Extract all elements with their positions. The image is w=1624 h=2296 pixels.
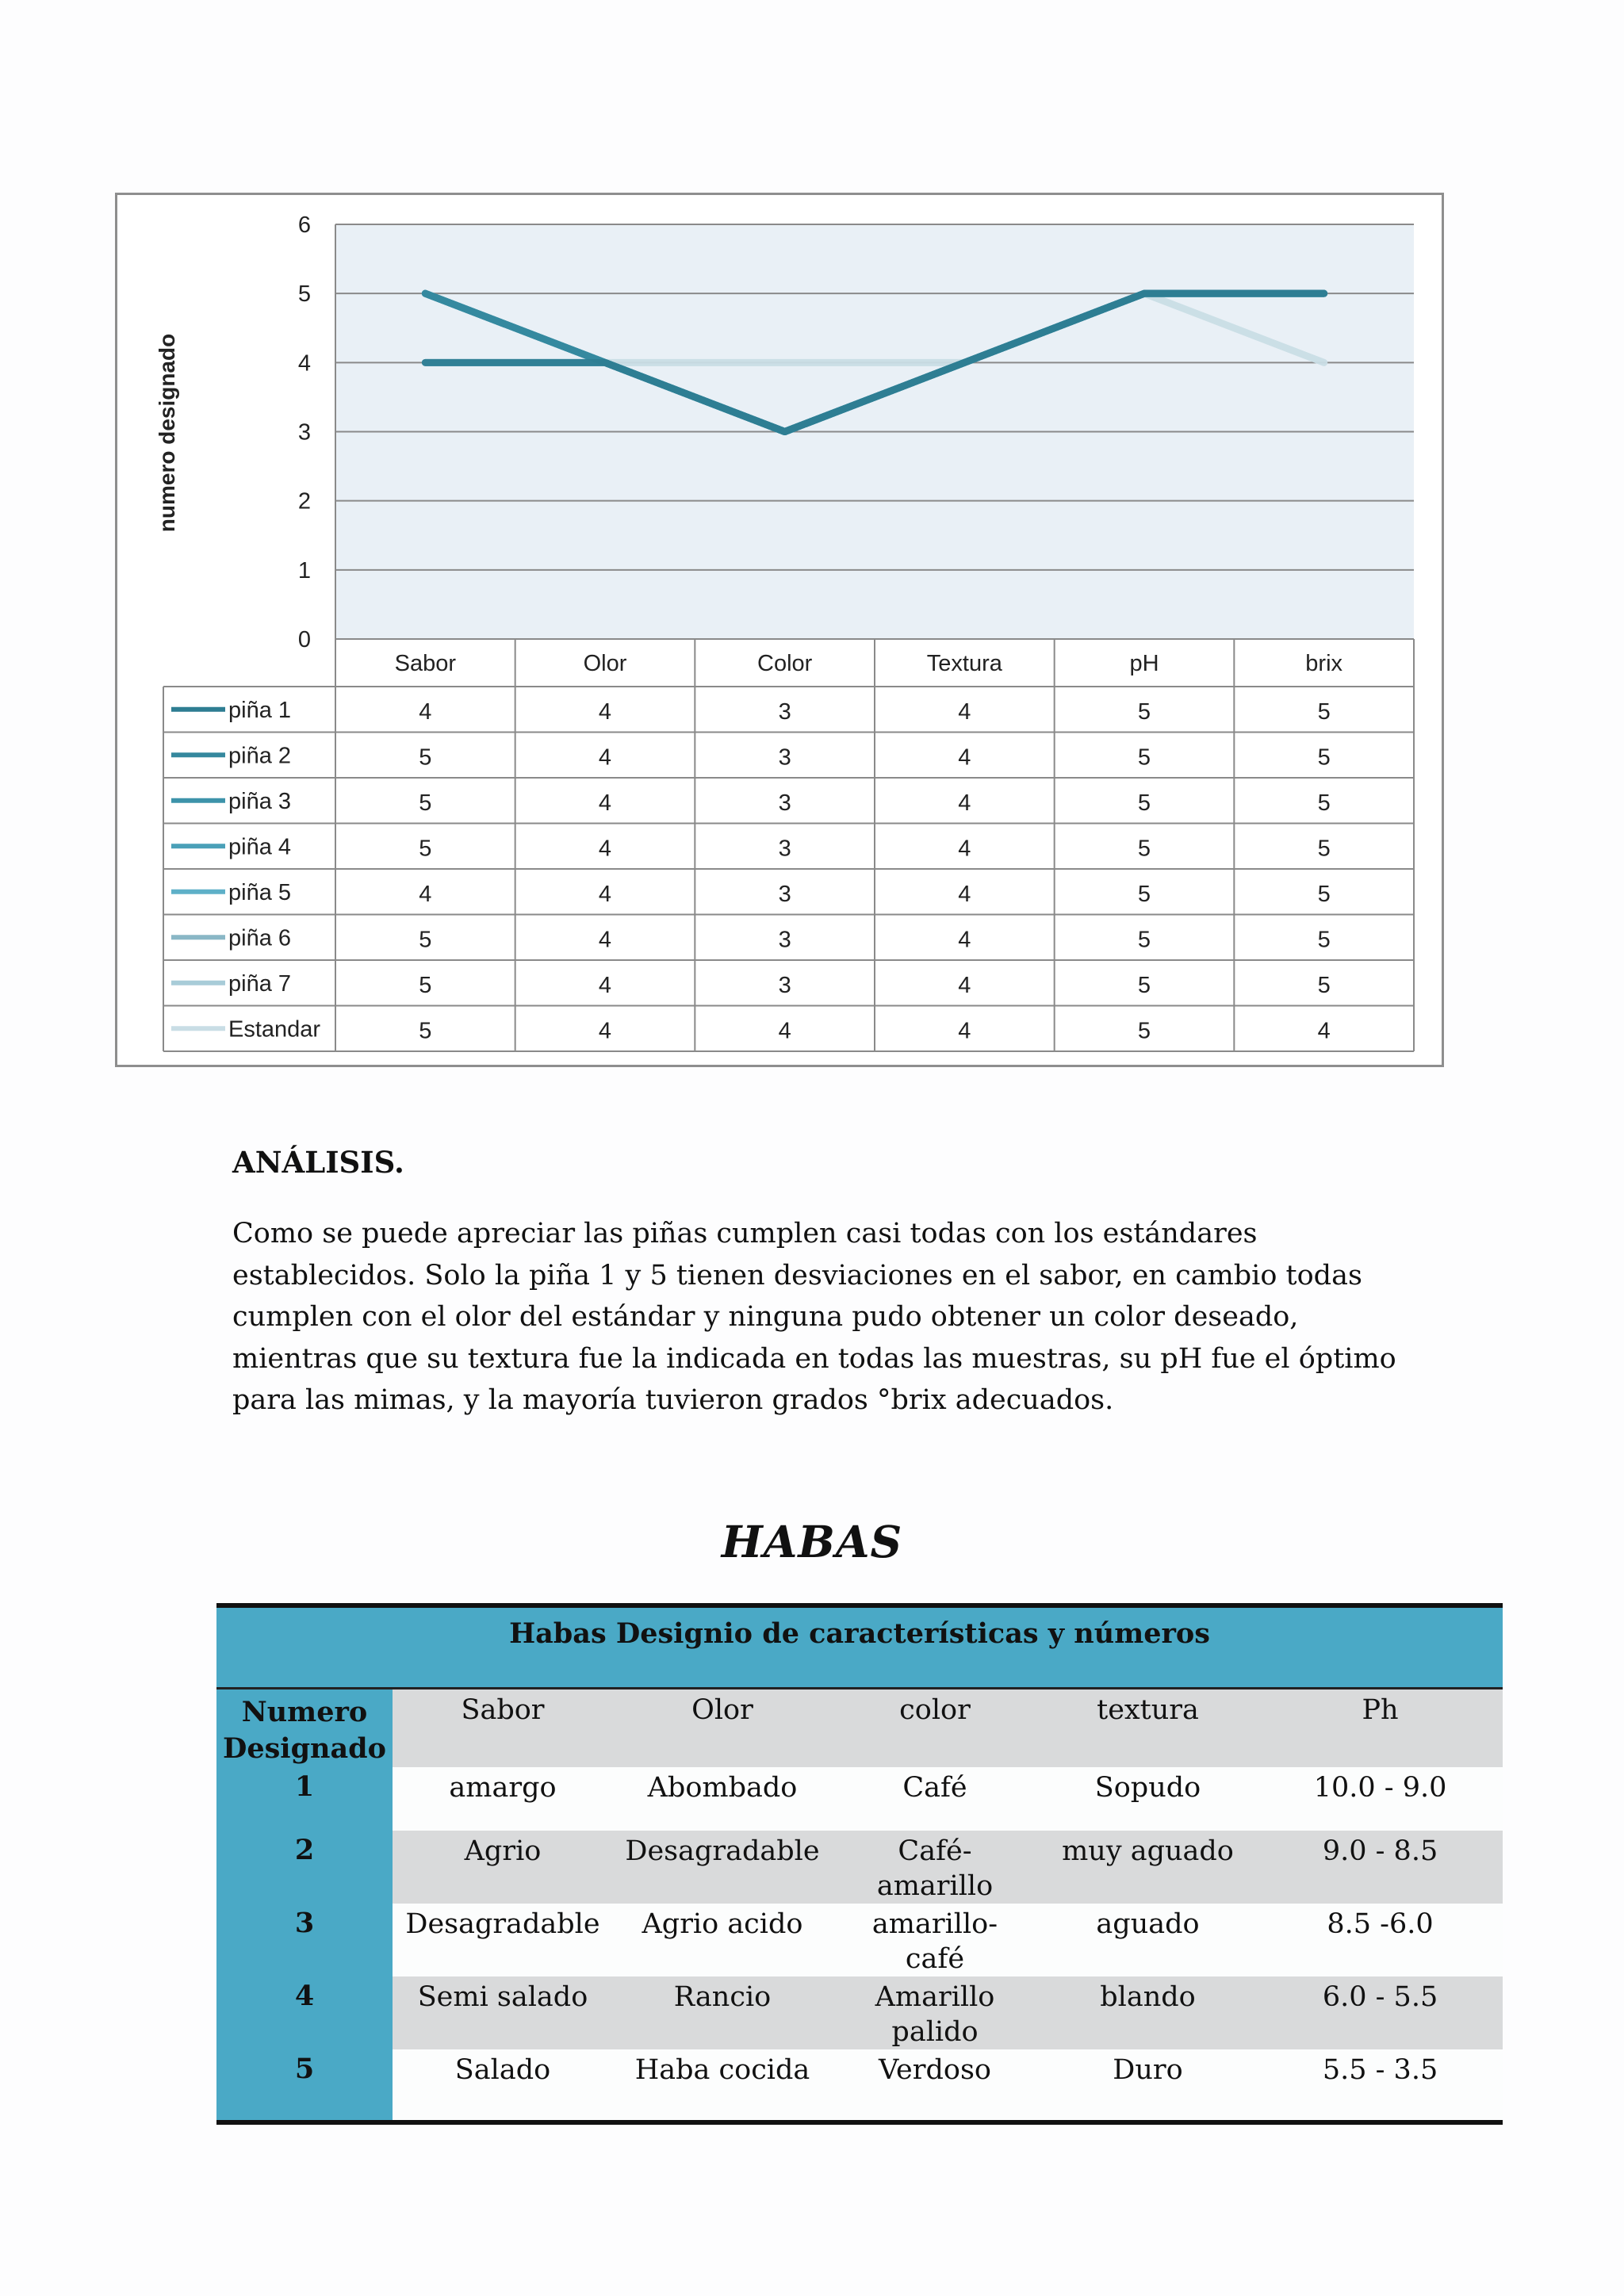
table-cell-value: 5: [419, 1018, 432, 1044]
y-tick-label: 1: [297, 557, 311, 584]
table-row: [216, 1767, 1503, 1831]
category-label: Olor: [583, 651, 627, 676]
legend-label: piña 5: [228, 879, 292, 905]
analysis-paragraph: [232, 1213, 1406, 1422]
table-cell: [393, 1831, 613, 1904]
analysis-heading: ANÁLISIS.: [232, 1145, 404, 1180]
table-cell-value: 4: [598, 698, 612, 725]
row-number: 4: [216, 1976, 393, 2049]
cell-line: café: [905, 1943, 965, 1975]
table-cell: [832, 1831, 1038, 1904]
table-cell-value: 5: [1317, 744, 1331, 771]
cell-line: 9.0 - 8.5: [1322, 1835, 1438, 1867]
cell-line: blando: [1100, 1981, 1196, 2013]
cell-line: amarillo-: [871, 1908, 998, 1940]
analysis-line: para las mimas, y la mayoría tuvieron grados °brix adecuados.: [232, 1384, 1114, 1416]
table-cell: [1258, 1904, 1503, 1976]
cell-line: muy aguado: [1062, 1835, 1234, 1867]
table-cell-value: 4: [778, 1018, 791, 1044]
legend-label: piña 1: [228, 697, 292, 723]
row-number: 2: [216, 1831, 393, 1904]
table-cell: [393, 1767, 613, 1831]
cell-line: Amarillo: [875, 1981, 995, 2013]
table-cell: [393, 1976, 613, 2049]
y-axis-label: numero designado: [155, 333, 179, 533]
column-header: Olor: [613, 1689, 832, 1768]
table-cell: [1258, 2049, 1503, 2122]
legend-label: piña 7: [228, 970, 292, 997]
table-cell-value: 3: [778, 698, 791, 725]
analysis-line: Como se puede apreciar las piñas cumplen casi todas con los estándares: [232, 1218, 1258, 1249]
cell-line: Sopudo: [1094, 1772, 1201, 1804]
table-cell-value: 4: [419, 881, 432, 907]
table-cell: [832, 1904, 1038, 1976]
table-row: [216, 1976, 1503, 2049]
column-header: Ph: [1258, 1689, 1503, 1768]
table-cell-value: 3: [778, 972, 791, 998]
cell-line: Rancio: [673, 1981, 772, 2013]
table-cell-value: 3: [778, 744, 791, 771]
legend-label: piña 3: [228, 788, 292, 814]
line-chart: [117, 195, 1446, 1070]
table-cell-value: 5: [419, 836, 432, 862]
table-cell-value: 4: [958, 744, 971, 771]
table-cell: [1258, 1767, 1503, 1831]
cell-line: Desagradable: [625, 1835, 820, 1867]
table-cell: [1038, 1767, 1258, 1831]
table-cell-value: 5: [419, 972, 432, 998]
row-header-cell: [216, 1689, 393, 1768]
table-cell: [832, 1767, 1038, 1831]
table-cell-value: 4: [419, 698, 432, 725]
table-cell-value: 5: [1137, 836, 1151, 862]
legend-label: piña 6: [228, 925, 292, 951]
table-row: [216, 1831, 1503, 1904]
table-cell: [1038, 2049, 1258, 2122]
table-cell: [832, 1976, 1038, 2049]
table-cell: [1038, 1976, 1258, 2049]
table-cell-value: 3: [778, 927, 791, 953]
table-cell-value: 5: [1137, 927, 1151, 953]
table-cell-value: 4: [958, 790, 971, 816]
y-tick-label: 6: [297, 212, 311, 238]
row-number: 1: [216, 1767, 393, 1831]
row-header-line: Designado: [222, 1732, 387, 1765]
category-label: Color: [757, 651, 813, 676]
table-cell: [393, 2049, 613, 2122]
cell-line: Duro: [1113, 2054, 1183, 2086]
table-cell: [1038, 1904, 1258, 1976]
cell-line: Salado: [454, 2054, 551, 2086]
y-tick-label: 3: [297, 419, 311, 446]
table-cell-value: 5: [419, 744, 432, 771]
cell-line: Café: [902, 1772, 967, 1804]
table-cell-value: 5: [1317, 881, 1331, 907]
table-cell: [613, 1767, 832, 1831]
legend-label: piña 4: [228, 834, 292, 860]
table-cell: [832, 2049, 1038, 2122]
table-cell-value: 4: [958, 972, 971, 998]
cell-line: palido: [891, 2016, 979, 2048]
table-cell-value: 5: [1317, 927, 1331, 953]
table-caption: Habas Designio de características y números: [216, 1605, 1503, 1689]
cell-line: amarillo: [876, 1870, 994, 1902]
table-cell-value: 4: [598, 790, 612, 816]
table-row: [216, 1904, 1503, 1976]
cell-line: Verdoso: [878, 2054, 992, 2086]
table-cell: [613, 1904, 832, 1976]
cell-line: amargo: [449, 1772, 557, 1804]
y-tick-label: 4: [297, 350, 311, 377]
table-cell-value: 5: [419, 790, 432, 816]
column-header: color: [832, 1689, 1038, 1768]
category-label: Textura: [926, 651, 1002, 676]
cell-line: Agrio acido: [642, 1908, 803, 1940]
habas-title: HABAS: [721, 1516, 903, 1567]
row-number: 5: [216, 2049, 393, 2122]
table-cell-value: 4: [598, 836, 612, 862]
table-cell-value: 5: [1137, 698, 1151, 725]
table-row: [216, 2049, 1503, 2122]
table-cell: [613, 2049, 832, 2122]
table-cell-value: 4: [1317, 1018, 1331, 1044]
table-cell: [613, 1976, 832, 2049]
cell-line: 6.0 - 5.5: [1322, 1981, 1438, 2013]
table-cell-value: 4: [958, 1018, 971, 1044]
cell-line: 5.5 - 3.5: [1322, 2054, 1438, 2086]
table-cell-value: 5: [1317, 698, 1331, 725]
table-cell-value: 5: [1317, 790, 1331, 816]
table-cell: [1258, 1976, 1503, 2049]
analysis-line: mientras que su textura fue la indicada en todas las muestras, su pH fue el óptimo: [232, 1342, 1396, 1375]
table-cell-value: 4: [958, 836, 971, 862]
table-cell-value: 5: [1137, 1018, 1151, 1044]
y-tick-label: 2: [297, 488, 311, 515]
cell-line: Café-: [898, 1835, 972, 1867]
table-cell-value: 5: [1137, 972, 1151, 998]
row-number: 3: [216, 1904, 393, 1976]
table-cell-value: 3: [778, 790, 791, 816]
column-header: Sabor: [393, 1689, 613, 1768]
chart-frame: [115, 193, 1444, 1067]
category-label: brix: [1305, 651, 1343, 676]
table-cell: [393, 1904, 613, 1976]
analysis-line: establecidos. Solo la piña 1 y 5 tienen desviaciones en el sabor, en cambio todas: [232, 1259, 1362, 1292]
table-cell-value: 4: [598, 927, 612, 953]
table-cell-value: 4: [958, 927, 971, 953]
table-cell-value: 5: [1137, 881, 1151, 907]
table-cell-value: 4: [598, 972, 612, 998]
column-header: textura: [1038, 1689, 1258, 1768]
table-cell-value: 5: [1137, 744, 1151, 771]
habas-table: [216, 1603, 1503, 2125]
cell-line: Semi salado: [417, 1981, 588, 2013]
cell-line: Abombado: [647, 1772, 798, 1804]
table-cell: [1038, 1831, 1258, 1904]
table-cell-value: 3: [778, 836, 791, 862]
row-header-line: Numero: [241, 1696, 368, 1728]
table-cell-value: 5: [1137, 790, 1151, 816]
cell-line: 10.0 - 9.0: [1313, 1772, 1447, 1804]
y-tick-label: 0: [297, 627, 311, 652]
table-cell-value: 5: [1317, 836, 1331, 862]
table-cell: [1258, 1831, 1503, 1904]
table-cell-value: 4: [598, 744, 612, 771]
cell-line: Agrio: [464, 1835, 542, 1867]
table-cell-value: 3: [778, 881, 791, 907]
table-cell-value: 4: [598, 881, 612, 907]
table-cell-value: 4: [598, 1018, 612, 1044]
y-tick-label: 5: [297, 281, 311, 308]
legend-label: piña 2: [228, 743, 292, 769]
table-cell-value: 5: [419, 927, 432, 953]
table-cell-value: 5: [1317, 972, 1331, 998]
table-cell-value: 4: [958, 698, 971, 725]
table-cell: [613, 1831, 832, 1904]
category-label: pH: [1129, 651, 1159, 676]
cell-line: Desagradable: [405, 1908, 600, 1940]
table-cell-value: 4: [958, 881, 971, 907]
analysis-line: cumplen con el olor del estándar y ninguna pudo obtener un color deseado,: [232, 1301, 1299, 1333]
cell-line: Haba cocida: [634, 2054, 810, 2086]
cell-line: aguado: [1096, 1908, 1200, 1940]
cell-line: 8.5 -6.0: [1327, 1908, 1434, 1940]
category-label: Sabor: [394, 651, 457, 676]
legend-label: Estandar: [228, 1016, 321, 1043]
